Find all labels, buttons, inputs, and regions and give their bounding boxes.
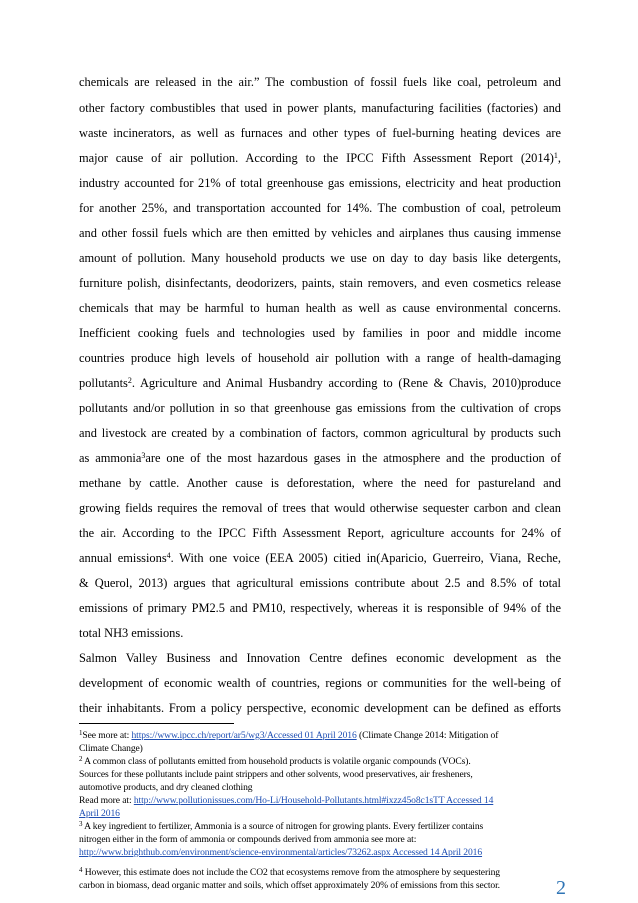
body-line-16: as ammonia$^3$are one of the most hazardous gases in the atmosphere and the production of xyxy=(79,451,561,465)
footnote-2-readmore: Read more at: http://www.pollutionissues.com/Ho-Li/Household-Pollutants.html#ixzz45o8c1sTT Accessed 14 xyxy=(79,795,494,806)
footnote-2-link[interactable]: http://www.pollutionissues.com/Ho-Li/Household-Pollutants.html#ixzz45o8c1sTT Accessed 14 xyxy=(133,795,494,806)
body-line-11: Inefficient cooking fuels and technologies used by families in poor and middle income xyxy=(79,326,561,340)
footnote-3: $^3$ A key ingredient to fertilizer, Ammonia is a source of nitrogen for growing plants. Every fertilizer contains xyxy=(79,820,484,832)
body-line-1: chemicals are released in the air.” The combustion of fossil fuels like coal, petroleum and xyxy=(79,75,561,89)
body-line-25: development of economic wealth of countries, regions or communities for the well-being of xyxy=(79,676,561,690)
footnote-4: $^4$ However, this estimate does not include the CO2 that ecosystems remove from the atmosphere by sequestering xyxy=(79,866,501,878)
body-line-4: major cause of air pollution. According to the IPCC Fifth Assessment Report $(2014)^1$, xyxy=(79,151,561,165)
body-line-10: chemicals that may be harmful to human health as well as cause environmental concerns. xyxy=(79,301,561,315)
body-line-18: growing fields requires the removal of trees that would otherwise sequester carbon and clean xyxy=(79,501,561,515)
footnote-ref-2[interactable]: 2 xyxy=(127,376,132,385)
body-line-12: countries produce high levels of household air pollution with a range of health-damaging xyxy=(79,351,561,365)
body-line-19: the air. According to the IPCC Fifth Assessment Report, agriculture accounts for 24% of xyxy=(79,526,561,540)
footnote-1-link[interactable]: https://www.ipcc.ch/report/ar5/wg3/Accessed 01 April 2016 xyxy=(131,730,357,741)
footnote-4-line2: carbon in biomass, dead organic matter and soils, which offset approximately 20% of emissions from this sector. xyxy=(79,880,500,891)
body-line-7: and other fossil fuels which are then emitted by vehicles and airplanes thus causing immense xyxy=(79,226,561,240)
body-line-6: for another 25%, and transportation accounted for 14%. The combustion of coal, petroleum xyxy=(79,201,561,215)
footnote-3-link[interactable]: http://www.brighthub.com/environment/science-environmental/articles/73262.aspx Accessed 14 April 2016 xyxy=(79,847,483,858)
footnote-2: $^2$ A common class of pollutants emitted from household products is volatile organic compounds (VOCs). xyxy=(79,755,471,767)
body-line-14: pollutants and/or pollution in so that greenhouse gas emissions from the cultivation of crops xyxy=(79,401,561,415)
body-line-26: their inhabitants. From a policy perspective, economic development can be defined as efforts xyxy=(79,701,561,715)
footnote-ref-4[interactable]: 4 xyxy=(166,551,171,560)
body-line-8: amount of pollution. Many household products we use on day to day basis like detergents, xyxy=(79,251,561,265)
footnote-2-line3: automotive products, and dry cleaned clothing xyxy=(79,782,253,793)
body-line-9: furniture polish, disinfectants, deodorizers, paints, stain removers, and even cosmetics release xyxy=(79,276,561,290)
body-line-17: methane by cattle. Another cause is deforestation, where the need for pastureland and xyxy=(79,476,561,490)
footnote-1: $^1$See more at: https://www.ipcc.ch/report/ar5/wg3/Accessed 01 April 2016 (Climate Change 2014: Mitigation of xyxy=(79,729,499,741)
body-line-5: industry accounted for 21% of total greenhouse gas emissions, electricity and heat production xyxy=(79,176,561,190)
footnote-2-line2: Sources for these pollutants include paint strippers and other solvents, wood preservatives, air fresheners, xyxy=(79,769,473,780)
footnote-ref-3[interactable]: 3 xyxy=(141,451,146,460)
footnote-3-line2: nitrogen either in the form of ammonia or compounds derived from ammonia see more at: xyxy=(79,834,417,845)
body-line-23: total NH3 emissions. xyxy=(79,626,184,640)
page-number: 2 xyxy=(556,877,566,899)
footnote-1-cont: Climate Change) xyxy=(79,743,143,754)
footnote-ref-1[interactable]: 1 xyxy=(553,151,558,160)
body-line-20: annual emissions$^4$. With one voice (EEA 2005) citied in(Aparicio, Guerreiro, Viana, Reche, xyxy=(79,551,561,565)
body-line-13: pollutants$^2$. Agriculture and Animal Husbandry according to (Rene & Chavis, 2010)produce xyxy=(79,376,561,390)
body-line-22: emissions of primary PM2.5 and PM10, respectively, whereas it is responsible of 94% of the xyxy=(79,601,561,615)
body-line-2: other factory combustibles that used in power plants, manufacturing facilities (factories) and xyxy=(79,101,561,115)
footnote-2-link-cont xyxy=(79,807,569,821)
footnote-separator xyxy=(79,723,234,724)
footnote-2-link-date[interactable]: April 2016 xyxy=(79,808,120,819)
body-line-15: and livestock are created by a combination of factors, common agricultural by products such xyxy=(79,426,561,440)
body-line-21: & Querol, 2013) argues that agricultural emissions contribute about 2.5 and 8.5% of total xyxy=(79,576,561,590)
body-line-3: waste incinerators, as well as furnaces and other types of fuel-burning heating devices are xyxy=(79,126,561,140)
footnote-3-linkline xyxy=(79,846,569,860)
body-line-24: Salmon Valley Business and Innovation Centre defines economic development as the xyxy=(79,651,561,665)
